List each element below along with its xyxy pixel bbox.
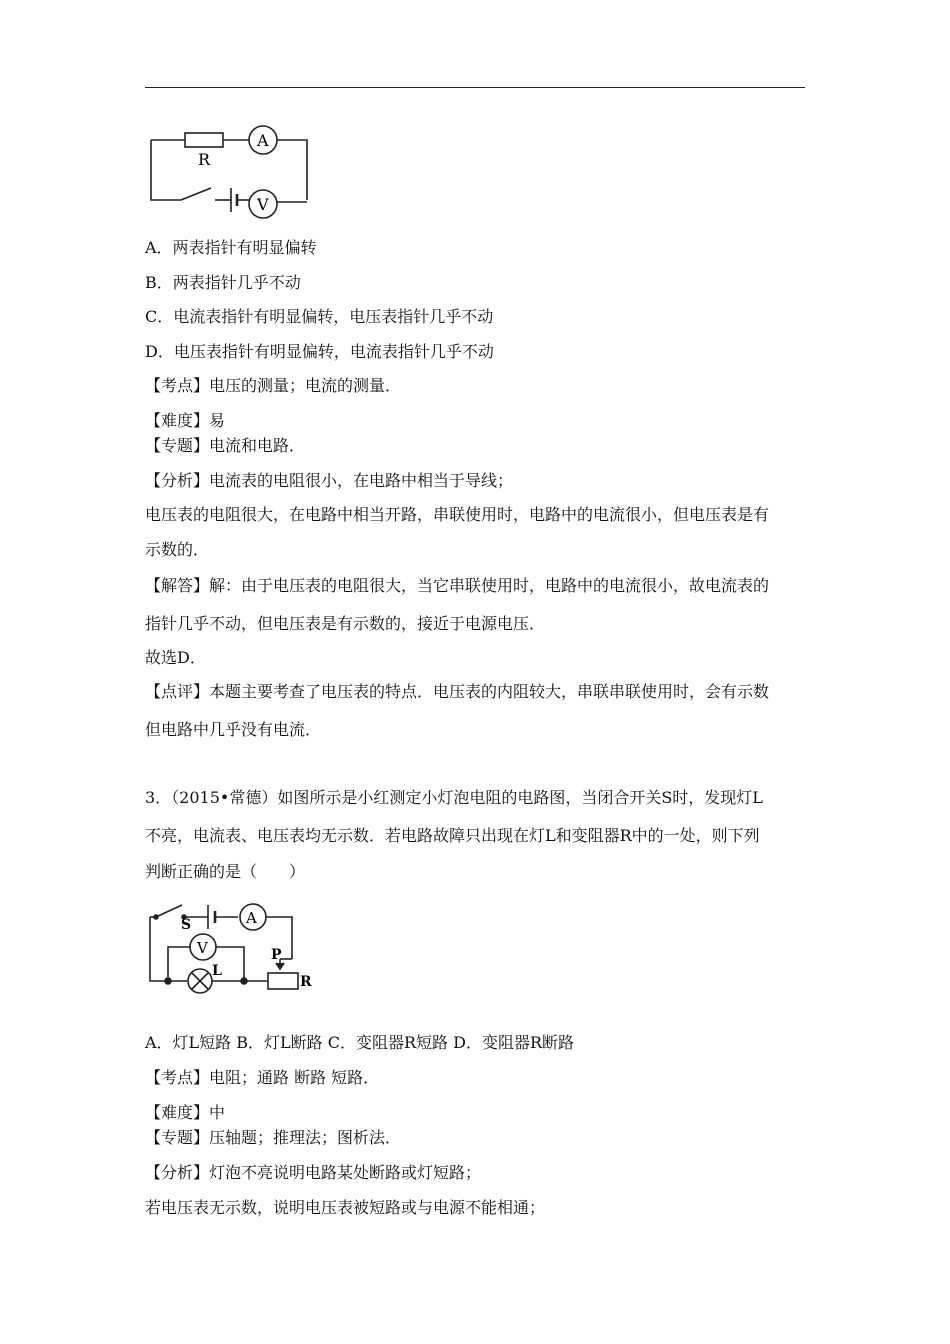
q2-fenxi-3: 示数的． bbox=[145, 540, 210, 559]
q2-jieda-3: 故选D． bbox=[145, 648, 206, 667]
q2-kaodian: 【考点】电压的测量；电流的测量． bbox=[145, 376, 402, 395]
label-v: V bbox=[257, 195, 269, 214]
circuit-figure-1 bbox=[143, 122, 313, 226]
q3-stem-2: 不亮，电流表、电压表均无示数．若电路故障只出现在灯L和变阻器R中的一处，则下列 bbox=[145, 826, 760, 845]
q2-nandu: 【难度】易 bbox=[145, 411, 226, 430]
q3-zhuanti: 【专题】压轴题；推理法；图析法． bbox=[145, 1128, 402, 1147]
header-rule bbox=[145, 87, 805, 88]
q2-option-c: C．电流表指针有明显偏转，电压表指针几乎不动 bbox=[145, 307, 494, 326]
q2-jieda-1: 【解答】解：由于电压表的电阻很大，当它串联使用时，电路中的电流很小，故电流表的 bbox=[145, 576, 770, 595]
label-r: R bbox=[198, 150, 211, 169]
q3-stem-3: 判断正确的是（ ） bbox=[145, 862, 306, 881]
q2-dianping-1: 【点评】本题主要考查了电压表的特点．电压表的内阻较大，串联串联使用时，会有示数 bbox=[145, 682, 770, 701]
q2-zhuanti: 【专题】电流和电路． bbox=[145, 436, 306, 455]
label-r2: R bbox=[300, 974, 312, 990]
q3-fenxi-2: 若电压表无示数，说明电压表被短路或与电源不能相通； bbox=[145, 1198, 546, 1217]
circuit-figure-2 bbox=[140, 893, 320, 1017]
label-a: A bbox=[257, 131, 269, 150]
label-p: P bbox=[271, 947, 282, 963]
label-l: L bbox=[212, 963, 222, 979]
q2-option-a: A．两表指针有明显偏转 bbox=[145, 238, 317, 257]
q3-fenxi-1: 【分析】灯泡不亮说明电路某处断路或灯短路； bbox=[145, 1163, 482, 1182]
q2-dianping-2: 但电路中几乎没有电流． bbox=[145, 720, 322, 739]
q2-jieda-2: 指针几乎不动，但电压表是有示数的，接近于电源电压． bbox=[145, 614, 546, 633]
q3-stem-1: 3．（2015•常德）如图所示是小红测定小灯泡电阻的电路图，当闭合开关S时，发现灯L bbox=[145, 788, 763, 807]
q2-option-b: B．两表指针几乎不动 bbox=[145, 273, 301, 292]
label-s: S bbox=[181, 917, 192, 933]
q3-nandu: 【难度】中 bbox=[145, 1103, 226, 1122]
label-a2: A bbox=[246, 909, 257, 927]
q2-option-d: D．电压表指针有明显偏转，电流表指针几乎不动 bbox=[145, 342, 494, 361]
q2-fenxi-1: 【分析】电流表的电阻很小，在电路中相当于导线； bbox=[145, 471, 514, 490]
label-v2: V bbox=[197, 939, 208, 957]
q3-kaodian: 【考点】电阻；通路 断路 短路． bbox=[145, 1068, 380, 1087]
q2-fenxi-2: 电压表的电阻很大，在电路中相当开路，串联使用时，电路中的电流很小，但电压表是有 bbox=[145, 505, 770, 524]
q3-options: A．灯L短路 B．灯L断路 C．变阻器R短路 D．变阻器R断路 bbox=[145, 1033, 574, 1052]
